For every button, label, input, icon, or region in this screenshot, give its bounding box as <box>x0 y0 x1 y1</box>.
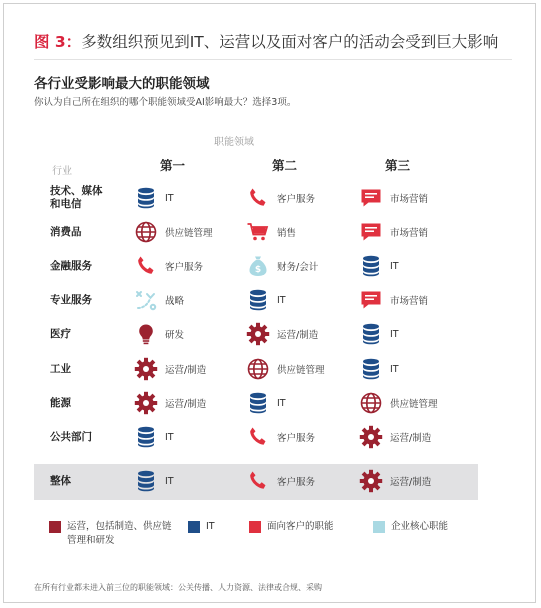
money-bag-icon <box>245 253 271 279</box>
globe-icon <box>358 390 384 416</box>
database-icon <box>358 321 384 347</box>
lightbulb-icon <box>133 321 159 347</box>
figure-title <box>34 30 498 52</box>
chat-icon <box>358 185 384 211</box>
table-cell <box>358 218 428 246</box>
database-icon <box>133 468 159 494</box>
function-label: 客户服务 <box>277 194 316 205</box>
table-cell <box>133 320 184 348</box>
table-cell <box>245 320 318 348</box>
row-label-industry: 工业 <box>50 362 71 375</box>
function-label: 运营/制造 <box>165 399 207 410</box>
table-cell <box>358 320 399 348</box>
table-cell <box>358 286 428 314</box>
figure-title-text: 多数组织预见到IT、运营以及面对客户的活动会受到巨大影响 <box>81 33 499 51</box>
phone-icon <box>133 253 159 279</box>
function-label: 供应链管理 <box>165 228 213 239</box>
function-label: IT <box>390 260 399 272</box>
database-icon <box>245 390 271 416</box>
column-header-third: 第三 <box>385 158 411 173</box>
row-label-industry: 整体 <box>50 474 71 487</box>
row-label-industry: 能源 <box>50 396 71 409</box>
function-label: IT <box>277 397 286 409</box>
column-header-first: 第一 <box>160 158 186 173</box>
gear-icon <box>358 424 384 450</box>
table-cell <box>245 252 318 280</box>
function-label: 供应链管理 <box>390 399 438 410</box>
table-cell <box>245 286 286 314</box>
table-cell <box>245 423 315 451</box>
table-cell <box>133 423 174 451</box>
table-cell <box>133 389 206 417</box>
table-cell <box>358 184 428 212</box>
table-cell <box>358 355 399 383</box>
survey-question: 你认为自己所在组织的哪个职能领域受AI影响最大？选择3项。 <box>34 97 297 108</box>
legend-item <box>188 520 246 534</box>
legend-label: 企业核心职能 <box>391 521 449 532</box>
function-label: 运营/制造 <box>390 477 432 488</box>
function-label: IT <box>165 431 174 443</box>
gear-icon <box>245 321 271 347</box>
table-cell <box>133 184 174 212</box>
row-label-industry: 公共部门 <box>50 430 92 443</box>
legend-label: 面向客户的职能 <box>267 521 334 532</box>
function-label: 市场营销 <box>390 228 429 239</box>
row-label-industry: 消费品 <box>50 225 82 238</box>
legend-item <box>49 520 179 548</box>
strategy-icon <box>133 287 159 313</box>
phone-icon <box>245 185 271 211</box>
legend-label: IT <box>206 521 215 532</box>
function-label: 客户服务 <box>277 433 316 444</box>
chart-subtitle: 各行业受影响最大的职能领域 <box>34 76 210 92</box>
row-label-industry: 金融服务 <box>50 259 92 272</box>
figure-number: 图 3： <box>34 33 82 51</box>
database-icon <box>358 356 384 382</box>
table-cell <box>133 467 174 495</box>
function-label: 销售 <box>277 228 297 239</box>
legend-swatch <box>249 521 261 533</box>
function-label: 运营/制造 <box>165 365 207 376</box>
function-label: IT <box>165 475 174 487</box>
table-cell <box>133 286 184 314</box>
table-cell <box>133 218 213 246</box>
database-icon <box>358 253 384 279</box>
legend-label: 运营，包括制造、供应链管理和研发 <box>67 521 172 546</box>
svg-text:$: $ <box>254 265 262 275</box>
function-label: IT <box>165 192 174 204</box>
function-label: 运营/制造 <box>277 330 319 341</box>
row-label-industry: 医疗 <box>50 327 71 340</box>
phone-icon <box>245 468 271 494</box>
table-cell <box>245 389 286 417</box>
phone-icon <box>245 424 271 450</box>
globe-icon <box>133 219 159 245</box>
gear-icon <box>133 356 159 382</box>
column-header-second: 第二 <box>272 158 298 173</box>
table-cell <box>358 467 431 495</box>
legend-item <box>373 520 491 534</box>
gear-icon <box>358 468 384 494</box>
table-cell <box>245 467 315 495</box>
database-icon <box>133 424 159 450</box>
chat-icon <box>358 287 384 313</box>
legend-item <box>249 520 367 534</box>
footnote: 在所有行业都未进入前三位的职能领域：公关传播、人力资源、法律或合规、采购 <box>34 583 322 592</box>
row-label-industry: 专业服务 <box>50 293 92 306</box>
function-label: 战略 <box>165 296 185 307</box>
function-label: 客户服务 <box>165 262 204 273</box>
function-label: 客户服务 <box>277 477 316 488</box>
function-label: IT <box>277 294 286 306</box>
function-label: 运营/制造 <box>390 433 432 444</box>
function-label: 市场营销 <box>390 194 429 205</box>
globe-icon <box>245 356 271 382</box>
database-icon <box>245 287 271 313</box>
function-label: 市场营销 <box>390 296 429 307</box>
function-label: 财务/会计 <box>277 262 319 273</box>
title-divider <box>34 59 512 60</box>
row-label-industry: 技术、媒体和电信 <box>50 185 103 210</box>
cart-icon <box>245 219 271 245</box>
table-cell <box>245 184 315 212</box>
function-label: 供应链管理 <box>277 365 325 376</box>
column-group-label: 职能领域 <box>214 137 254 148</box>
table-cell <box>133 355 206 383</box>
table-cell <box>358 389 438 417</box>
table-cell <box>358 252 399 280</box>
legend-swatch <box>188 521 200 533</box>
figure-frame <box>3 3 536 603</box>
table-cell <box>245 355 325 383</box>
function-label: 研发 <box>165 330 185 341</box>
database-icon <box>133 185 159 211</box>
legend-swatch <box>373 521 385 533</box>
industry-header: 行业 <box>52 166 72 177</box>
legend-swatch <box>49 521 61 533</box>
table-cell <box>245 218 296 246</box>
chat-icon <box>358 219 384 245</box>
table-cell <box>358 423 431 451</box>
gear-icon <box>133 390 159 416</box>
function-label: IT <box>390 328 399 340</box>
function-label: IT <box>390 363 399 375</box>
table-cell <box>133 252 203 280</box>
